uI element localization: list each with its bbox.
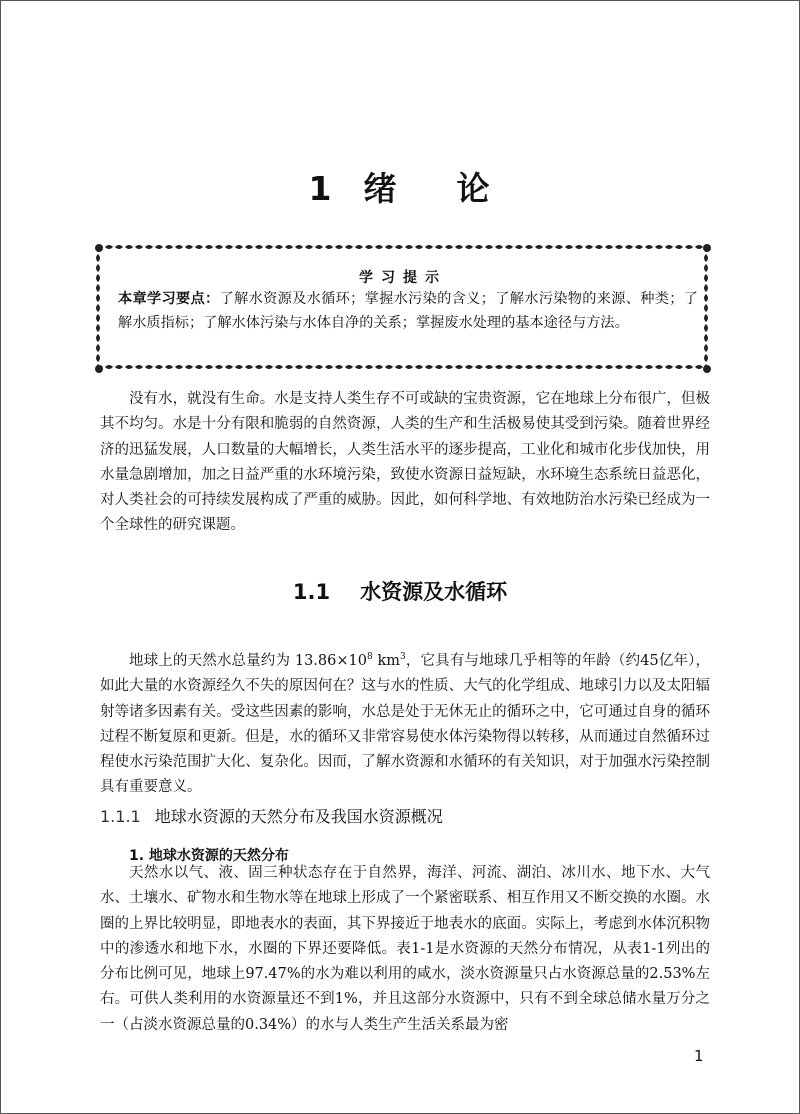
intro-paragraph: 没有水，就没有生命。水是支持人类生存不可或缺的宝贵资源，它在地球上分布很广，但极其不均匀。水是十分有限和脆弱的自然资源，人类的生产和生活极易使其受到污染。随着世界经济的迅猛发展，人口数量的大幅增长，人类生活水平的逐步提高，工业化和城市化步伐加快，用水量急剧增加，加之日益严重的水环境污染，致使水资源日益短缺，水环境生态系统日益恶化，对人类社会的可持续发展构成了严重的威胁。因此，如何科学地、有效地防治水污染已经成为一个全球性的研究课题。 (100, 391, 710, 534)
water-total-unit-exponent: 3 (400, 652, 406, 662)
water-total-unit: km (372, 653, 401, 669)
study-tips-heading: 学习提示 (359, 270, 447, 286)
water-total-exponent: 8 (366, 652, 373, 662)
chapter-number: 1 (308, 169, 334, 208)
chapter-title-part2: 论 (456, 169, 492, 208)
water-total-value: 13.86×10 (294, 653, 367, 669)
item-title: 1. 地球水资源的天然分布 (129, 848, 289, 864)
subsection-title (100, 804, 710, 827)
section-number: 1.1 (292, 580, 331, 604)
item-paragraph: 天然水以气、液、固三种状态存在于自然界，海洋、河流、湖泊、冰川水、地下水、大气水、土壤水、矿物水和生物水等在地球上形成了一个紧密联系、相互作用又不断交换的水圈。水圈的上界比较明显，即地表水的表面，其下界接近于地表水的底面。实际上，考虑到水体沉积物中的渗透水和地下水，水圈的下界还要降低。表1-1是水资源的天然分布情况，从表1-1列出的分布比例可见，地球上97.47%的水为难以利用的咸水，淡水资源量只占水资源总量的2.53%左右。可供人类利用的水资源量还不到1%，并且这部分水资源中，只有不到全球总储水量万分之一（占淡水资源总量的0.34%）的水与人类生产生活关系最为密 (100, 865, 710, 1033)
section-paragraph-rest: ，它具有与地球几乎相等的年龄（约45亿年），如此大量的水资源经久不失的原因何在？这与水的性质、大气的化学组成、地球引力以及太阳辐射等诸多因素有关。受这些因素的影响，水总是处于无休无止的循环之中，它可通过自身的循环过程不断复原和更新。但是，水的循环又非常容易使水体污染物得以转移，从而通过自然循环过程使水污染范围扩大化、复杂化。因而，了解水资源和水循环的有关知识，对于加强水污染控制具有重要意义。 (100, 653, 710, 796)
page-number: 1 (694, 1047, 704, 1065)
section-paragraph (100, 649, 710, 801)
chapter-title-part1: 绪 (363, 169, 399, 208)
section-title (0, 576, 800, 606)
study-tips-content: 了解水资源及水循环；掌握水污染的含义；了解水污染物的来源、种类；了解水质指标；了解水体污染与水体自净的关系；掌握废水处理的基本途径与方法。 (118, 291, 698, 331)
section-title-text: 水资源及水循环 (360, 580, 508, 604)
subsection-title-text: 地球水资源的天然分布及我国水资源概况 (154, 807, 443, 826)
chapter-title (0, 163, 800, 210)
study-tips-label: 本章学习要点： (118, 291, 220, 307)
study-tips-box (94, 243, 712, 374)
subsection-number: 1.1.1 (100, 807, 141, 826)
study-tips-text (118, 287, 698, 335)
section-paragraph-lead: 地球上的天然水总量约为 (129, 653, 295, 669)
